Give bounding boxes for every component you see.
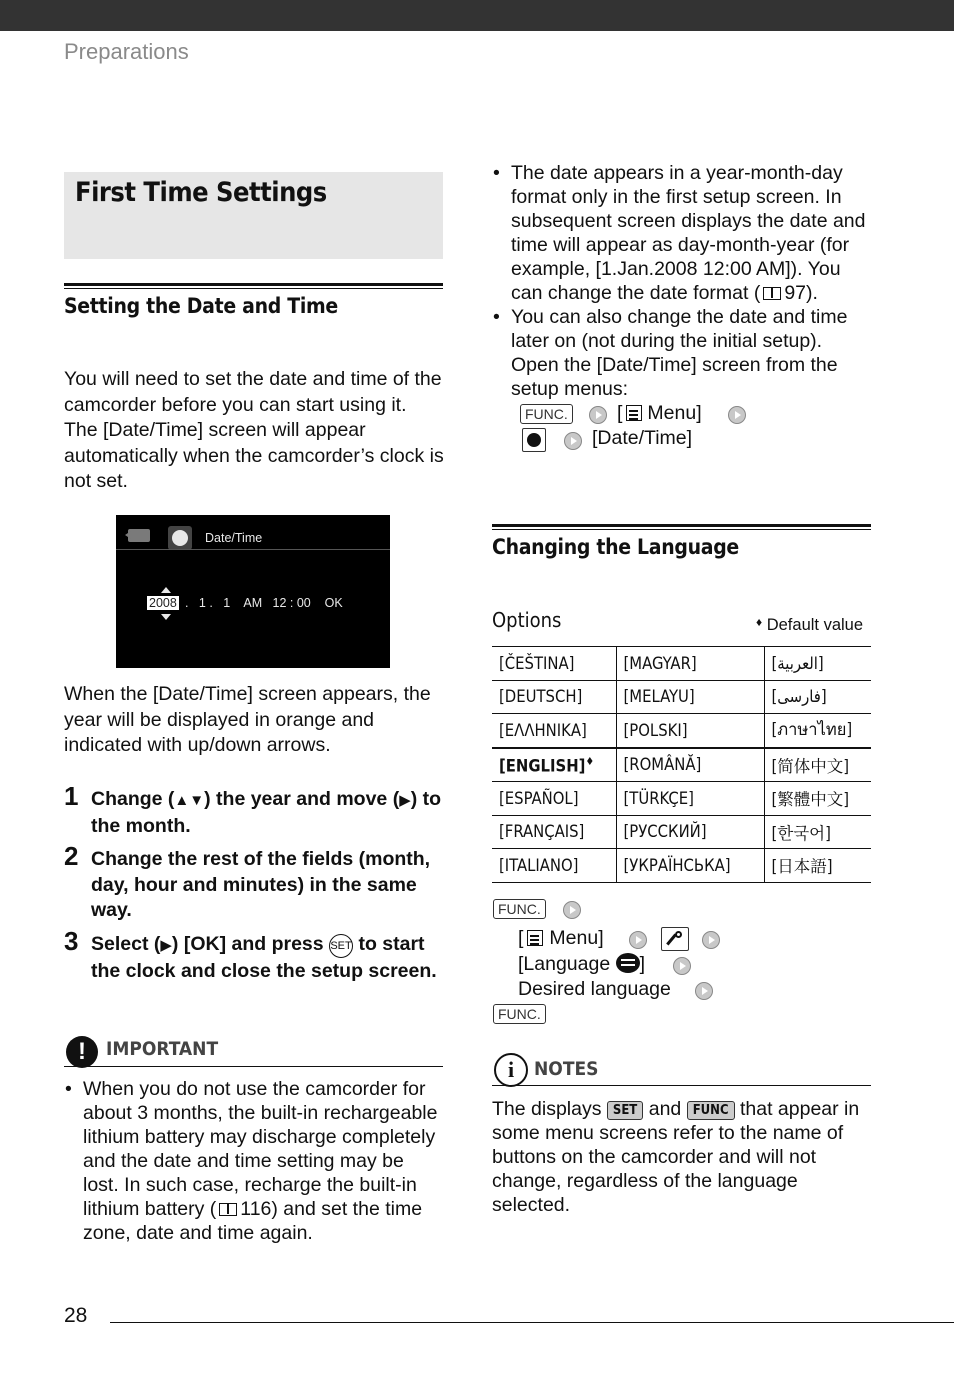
func-button-label: FUNC. <box>493 899 546 919</box>
step-1 <box>64 781 444 839</box>
step-2 <box>64 841 444 924</box>
table-cell: [繁體中文] <box>764 782 871 816</box>
down-arrow-icon <box>161 614 171 620</box>
language-icon <box>616 953 640 973</box>
language-menu-item: [Language ] <box>518 953 646 975</box>
up-arrow-icon <box>161 587 171 593</box>
date-time-intro: You will need to set the date and time of the camcorder before you can start using it. The [Date/Time] screen will appear automatically when the camcorder’s clock is not set. <box>64 368 444 492</box>
footer-rule <box>110 1322 954 1323</box>
arrow-icon <box>695 982 713 1000</box>
menu-icon <box>626 405 642 421</box>
step-text: Change (▲▼) the year and move (▶) to the month. <box>91 788 442 837</box>
important-label: IMPORTANT <box>106 1038 219 1060</box>
default-marker-icon: ♦ <box>585 754 595 768</box>
table-row <box>492 680 871 714</box>
arrow-icon <box>563 901 581 919</box>
page-title: First Time Settings <box>75 177 327 208</box>
wrench-icon <box>661 927 689 951</box>
note-change-later: • You can also change the date and time later on (not during the initial setup). Open the [Date/Time] screen from the setup menus: <box>511 305 873 401</box>
table-cell: [ROMÂNĂ] <box>616 748 764 782</box>
arrow-icon <box>564 432 582 450</box>
camera-icon <box>128 529 150 542</box>
table-cell: [한국어] <box>764 815 871 849</box>
table-row <box>492 815 871 849</box>
step-text: Select (▶) [OK] and press SET to start the clock and close the setup screen. <box>91 933 437 982</box>
table-cell: [فارسی] <box>764 680 871 714</box>
table-cell: [MAGYAR] <box>616 647 764 681</box>
table-cell-default: [ENGLISH]♦ <box>492 748 616 782</box>
language-options-table <box>492 646 871 883</box>
date-time-heading: Setting the Date and Time <box>64 294 338 318</box>
language-menu-path: [ Menu] <box>518 927 604 949</box>
section-label: Preparations <box>64 39 189 64</box>
table-row <box>492 782 871 816</box>
screen-year: 2008 <box>149 596 177 610</box>
func-key-icon: FUNC <box>687 1101 735 1120</box>
table-cell: [TÜRKÇE] <box>616 782 764 816</box>
options-label: Options <box>492 608 562 632</box>
set-button-icon: SET <box>329 934 353 958</box>
table-row <box>492 748 871 782</box>
table-cell: [ΕΛΛΗΝΙΚΑ] <box>492 714 616 748</box>
arrow-icon <box>589 406 607 424</box>
top-bar <box>0 0 954 31</box>
notes-label: NOTES <box>534 1058 599 1080</box>
arrow-icon <box>702 931 720 949</box>
step-text: Change the rest of the fields (month, day, hour and minutes) in the same way. <box>91 848 431 921</box>
table-cell: [ภาษาไทย] <box>764 714 871 748</box>
date-time-menu-item: [Date/Time] <box>592 427 693 449</box>
set-key-icon: SET <box>607 1101 643 1120</box>
section-rule <box>492 524 871 530</box>
step-3 <box>64 926 444 984</box>
important-icon: ! <box>66 1036 98 1068</box>
default-value-note: ♦ Default value <box>756 615 864 634</box>
screen-title: Date/Time <box>205 531 263 545</box>
up-down-icon: ▲▼ <box>174 792 205 809</box>
right-arrow-icon: ▶ <box>399 792 411 809</box>
arrow-icon <box>673 957 691 975</box>
func-button-label: FUNC. <box>520 404 573 424</box>
right-arrow-icon: ▶ <box>160 937 172 954</box>
table-row <box>492 714 871 748</box>
book-icon <box>219 1203 237 1216</box>
language-heading: Changing the Language <box>492 535 739 559</box>
table-cell: [УКРАЇНСЬКА] <box>616 849 764 883</box>
table-cell: [日本語] <box>764 849 871 883</box>
note-date-format: • The date appears in a year-month-day format only in the first setup screen. In subsequent screen displays the date and time will appear as day-month-year (for example, [1.Jan.2008 12:00 AM]). You can change the date format ( 97). <box>511 161 873 305</box>
table-cell: [DEUTSCH] <box>492 680 616 714</box>
table-cell: [العربية] <box>764 647 871 681</box>
table-cell: [ČEŠTINA] <box>492 647 616 681</box>
notes-rule <box>492 1085 871 1086</box>
default-marker-icon: ♦ <box>756 615 763 629</box>
info-icon: i <box>494 1053 528 1087</box>
desired-language: Desired language <box>518 978 671 1000</box>
clock-icon <box>168 526 192 550</box>
menu-icon <box>527 930 543 946</box>
important-text: • When you do not use the camcorder for about 3 months, the built-in rechargeable lithium battery may discharge completely and the date and time setting may be lost. In such case, recharge the built-in lithium battery ( 116) and set the time zone, date and time again. <box>83 1077 445 1245</box>
table-cell: [POLSKI] <box>616 714 764 748</box>
screen-divider <box>116 549 390 550</box>
notes-text: The displays SET and FUNC that appear in some menu screens refer to the name of buttons on the camcorder and will not change, regardless of the language selected. <box>492 1098 860 1216</box>
table-cell: [ESPAÑOL] <box>492 782 616 816</box>
table-cell: [MELAYU] <box>616 680 764 714</box>
page-number: 28 <box>64 1304 88 1327</box>
func-button-label-end: FUNC. <box>493 1004 546 1024</box>
table-cell: [РУССКИЙ] <box>616 815 764 849</box>
important-rule <box>64 1066 443 1067</box>
screen-fields: . 1 . 1 AM 12 : 00 OK <box>185 596 343 610</box>
menu-path: [ Menu] <box>617 402 702 424</box>
table-cell: [简体中文] <box>764 748 871 782</box>
step-number: 3 <box>64 926 79 956</box>
step-number: 2 <box>64 841 79 871</box>
step-number: 1 <box>64 781 79 811</box>
arrow-icon <box>629 931 647 949</box>
clock-setup-icon <box>522 428 546 452</box>
table-row <box>492 647 871 681</box>
after-screen-text: When the [Date/Time] screen appears, the year will be displayed in orange and indicated with up/down arrows. <box>64 683 431 756</box>
table-cell: [ITALIANO] <box>492 849 616 883</box>
book-icon <box>763 287 781 300</box>
arrow-icon <box>728 406 746 424</box>
title-box <box>64 172 443 259</box>
section-rule <box>64 283 443 289</box>
table-cell: [FRANÇAIS] <box>492 815 616 849</box>
date-time-screen <box>116 515 390 668</box>
table-row <box>492 849 871 883</box>
